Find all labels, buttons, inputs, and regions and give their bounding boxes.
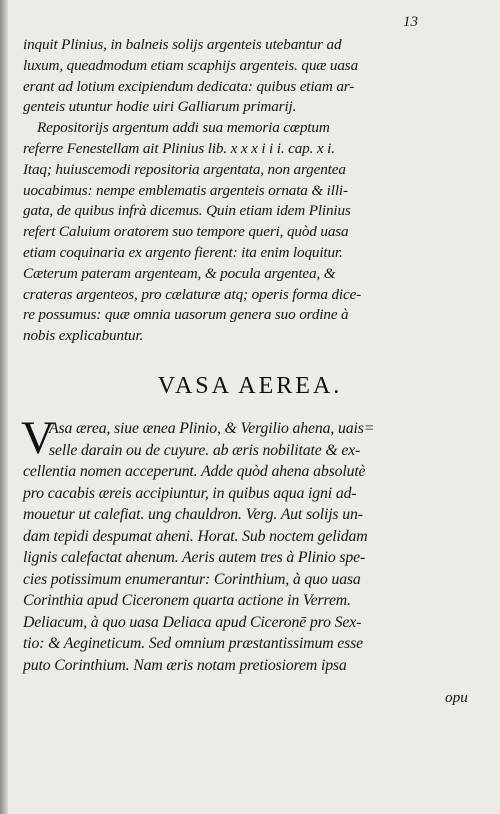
- text-line: tio: & Aegineticum. Sed omnium præstantissimum esse: [23, 635, 364, 652]
- text-line: dam tepidi despumat aheni. Horat. Sub noctem gelidam: [23, 527, 368, 545]
- text-line: cies potissimum enumerantur: Corinthium, à quo uasa: [23, 570, 361, 588]
- text-line: luxum, queadmodum etiam scaphijs argenteis. quæ uasa: [23, 56, 359, 74]
- text-line: uocabimus: nempe emblematis argenteis ornata & illi-: [23, 181, 348, 199]
- paragraph-block-silver: [23, 35, 478, 347]
- text-line: genteis utuntur hodie uiri Galliarum primarij.: [23, 98, 297, 116]
- text-line: cellentia nomen acceperunt. Adde quòd ahena absolutè: [23, 463, 366, 480]
- text-line: pro cacabis æreis accipiuntur, in quibus aqua igni ad-: [23, 484, 357, 502]
- text-line: inquit Plinius, in balneis solijs argenteis utebantur ad: [23, 36, 342, 53]
- text-line: selle darain ou de cuyure. ab æris nobilitate & ex-: [49, 441, 361, 459]
- catchword: opu: [445, 689, 468, 706]
- text-line: Cæterum pateram argenteam, & pocula argentea, &: [23, 264, 336, 282]
- text-line: Deliacum, à quo uasa Deliaca apud Ciceronē pro Sex-: [23, 613, 362, 631]
- section-heading: VASA AEREA.: [157, 373, 343, 399]
- text-line: nobis explicabuntur.: [23, 327, 144, 345]
- text-line: erant ad lotium excipiendum dedicata: quibus etiam ar-: [23, 77, 355, 95]
- text-line: referre Fenestellam ait Plinius lib. x x x i i i. cap. x i.: [23, 139, 335, 157]
- text-line: Itaq; huiuscemodi repositoria argentata, non argentea: [23, 160, 346, 178]
- text-line: puto Corinthium. Nam æris notam pretiosiorem ipsa: [23, 656, 347, 674]
- text-line: gata, de quibus infrà dicemus. Quin etiam idem Plinius: [23, 202, 351, 220]
- paragraph-block-bronze: [21, 412, 478, 676]
- text-line: Asa ærea, siue ænea Plinio, & Vergilio ahena, uais=: [49, 420, 375, 437]
- text-line: lignis calefactat ahenum. Aeris autem tres à Plinio spe-: [23, 549, 366, 566]
- text-line: Corinthia apud Ciceronem quarta actione in Verrem.: [23, 592, 351, 609]
- text-line: etiam coquinaria ex argento fierent: ita enim loquitur.: [23, 243, 343, 261]
- text-line: crateras argenteos, pro cælaturæ atq; operis forma dice-: [23, 285, 362, 303]
- text-line: refert Caluium oratorem suo tempore queri, quòd uasa: [23, 223, 349, 241]
- text-line: re possumus: quæ omnia uasorum genera suo ordine à: [23, 306, 349, 324]
- drop-capital: V: [21, 412, 55, 464]
- text-line: mouetur ut calefiat. ung chauldron. Verg. Aut solijs un-: [23, 506, 363, 523]
- text-line: Repositorijs argentum addi sua memoria cœptum: [37, 119, 330, 137]
- page-number: 13: [403, 14, 418, 30]
- page-gutter-shadow: [0, 0, 8, 814]
